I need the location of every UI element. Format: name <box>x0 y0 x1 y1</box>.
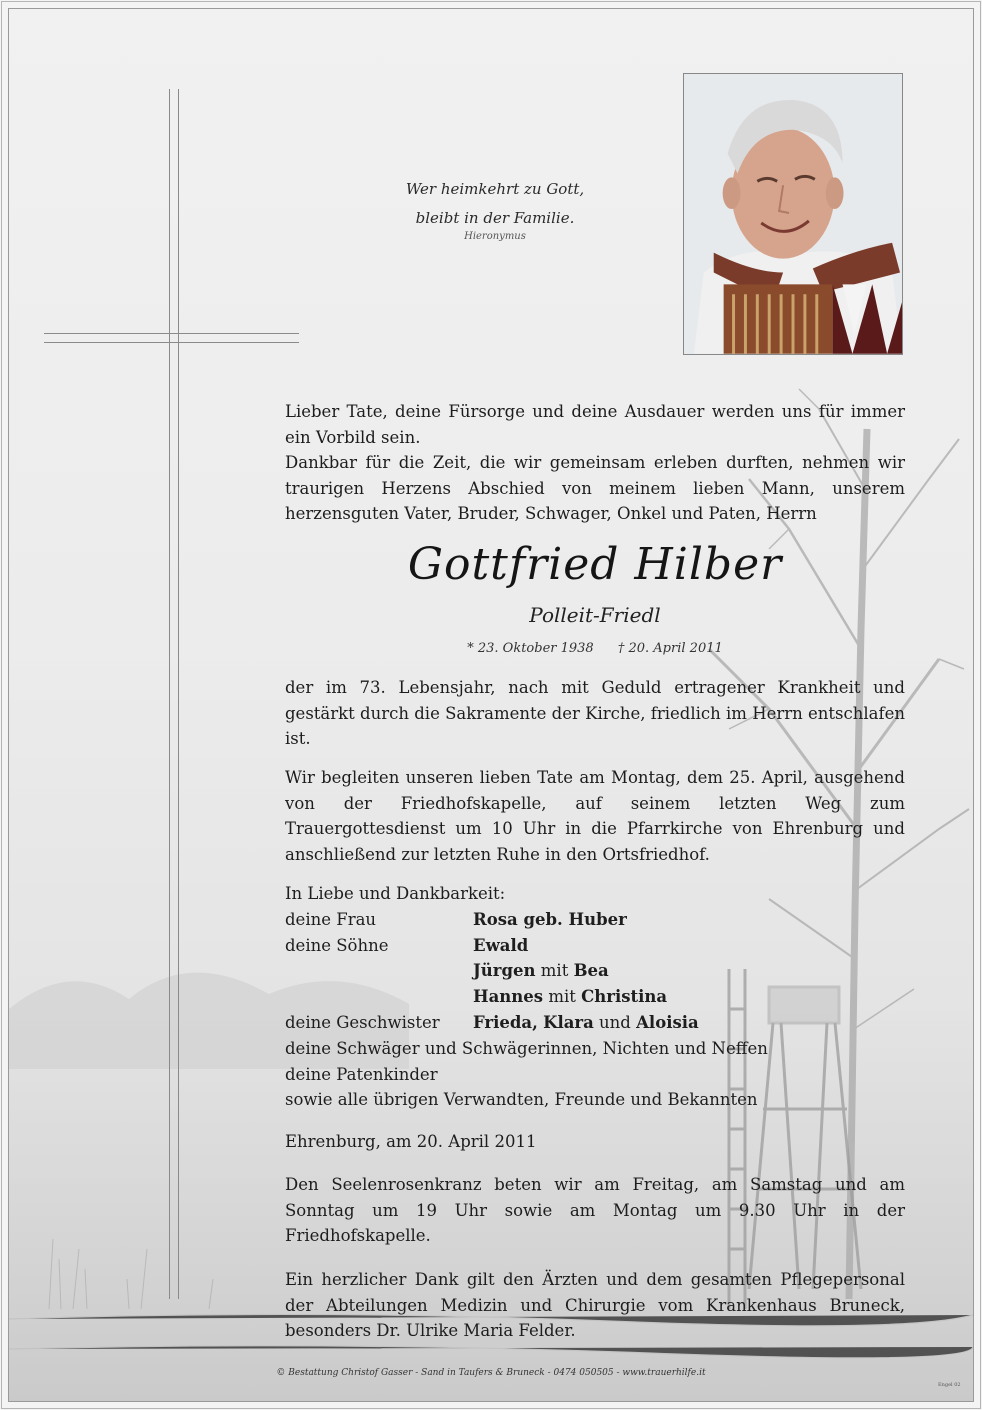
family-member: Rosa geb. Huber <box>473 909 627 929</box>
quote-line: bleibt in der Familie. <box>415 209 575 227</box>
rosary-text <box>285 1172 905 1249</box>
place-date: Ehrenburg, am 20. April 2011 <box>285 1132 537 1151</box>
death-date: † 20. April 2011 <box>617 641 723 656</box>
template-code: Engel 02 <box>938 1382 961 1388</box>
thanks-text <box>285 1267 905 1344</box>
intro-paragraph: Lieber Tate, deine Fürsorge und deine Ausdauer werden uns für immer ein Vorbild sein. <box>285 402 905 447</box>
family-connector: mit <box>540 961 569 981</box>
family-row <box>285 933 905 959</box>
quote-block <box>379 175 611 242</box>
family-member: Jürgen <box>473 961 536 981</box>
portrait-illustration <box>684 74 902 354</box>
family-member: Ewald <box>473 935 529 955</box>
thanks-paragraph: Ein herzlicher Dank gilt den Ärzten und dem gesamten Pflegepersonal der Abteilungen Medizin und Chirurgie vom Krankenhaus Bruneck, besonders Dr. Ulrike Maria Felder. <box>285 1270 905 1340</box>
quote-author: Hieronymus <box>464 231 526 242</box>
family-member: Hannes <box>473 987 544 1007</box>
family-row <box>285 958 905 984</box>
family-member: Aloisia <box>636 1012 699 1032</box>
birth-date: * 23. Oktober 1938 <box>467 641 594 656</box>
family-others: sowie alle übrigen Verwandten, Freunde und Bekannten <box>285 1090 758 1110</box>
portrait-photo <box>683 73 903 355</box>
family-godchildren: deine Patenkinder <box>285 1064 438 1084</box>
deceased-name: Gottfried Hilber <box>407 539 783 590</box>
funeral-text <box>285 765 905 867</box>
family-row <box>285 984 905 1010</box>
family-member: Klara <box>543 1012 594 1032</box>
body-paragraph: der im 73. Lebensjahr, nach mit Geduld ertragener Krankheit und gestärkt durch die Sakramente der Kirche, friedlich im Herrn entschlafen ist. <box>285 678 905 748</box>
family-role: deine Frau <box>285 909 377 929</box>
family-inlaws: deine Schwäger und Schwägerinnen, Nichten und Neffen <box>285 1038 768 1058</box>
family-member: Christina <box>581 987 668 1007</box>
life-dates <box>285 641 905 656</box>
family-role: deine Söhne <box>285 935 389 955</box>
family-row <box>285 907 905 933</box>
family-member: Bea <box>573 961 609 981</box>
parte-card <box>8 8 974 1402</box>
family-list <box>285 881 905 1113</box>
intro-text <box>285 399 905 527</box>
death-notice-text <box>285 675 905 752</box>
family-connector: und <box>599 1012 631 1032</box>
intro-paragraph: Dankbar für die Zeit, die wir gemeinsam erleben durften, nehmen wir traurigen Herzens Abschied von meinem lieben Mann, unserem herzensguten Vater, Bruder, Schwager, Onkel und Paten, Herrn <box>285 453 905 523</box>
body-paragraph: Wir begleiten unseren lieben Tate am Montag, dem 25. April, ausgehend von der Friedhofskapelle, auf seinem letzten Weg zum Trauergottesdienst um 10 Uhr in die Pfarrkirche von Ehrenburg und anschließend zur letzten Ruhe in den Ortsfriedhof. <box>285 768 905 864</box>
deceased-nickname: Polleit-Friedl <box>529 603 661 627</box>
footer-credit: © Bestattung Christof Gasser - Sand in Taufers & Bruneck - 0474 050505 - www.trauerhilfe.it <box>276 1368 706 1378</box>
family-row <box>285 1010 905 1036</box>
family-member: Frieda, <box>473 1012 538 1032</box>
family-role: deine Geschwister <box>285 1012 440 1032</box>
family-connector: mit <box>548 987 576 1007</box>
family-heading: In Liebe und Dankbarkeit: <box>285 884 506 903</box>
quote-line: Wer heimkehrt zu Gott, <box>405 180 585 198</box>
rosary-paragraph: Den Seelenrosenkranz beten wir am Freitag, am Samstag und am Sonntag um 19 Uhr sowie am Montag um 9.30 Uhr in der Friedhofskapelle. <box>285 1175 905 1245</box>
cross-vertical <box>169 89 179 1299</box>
